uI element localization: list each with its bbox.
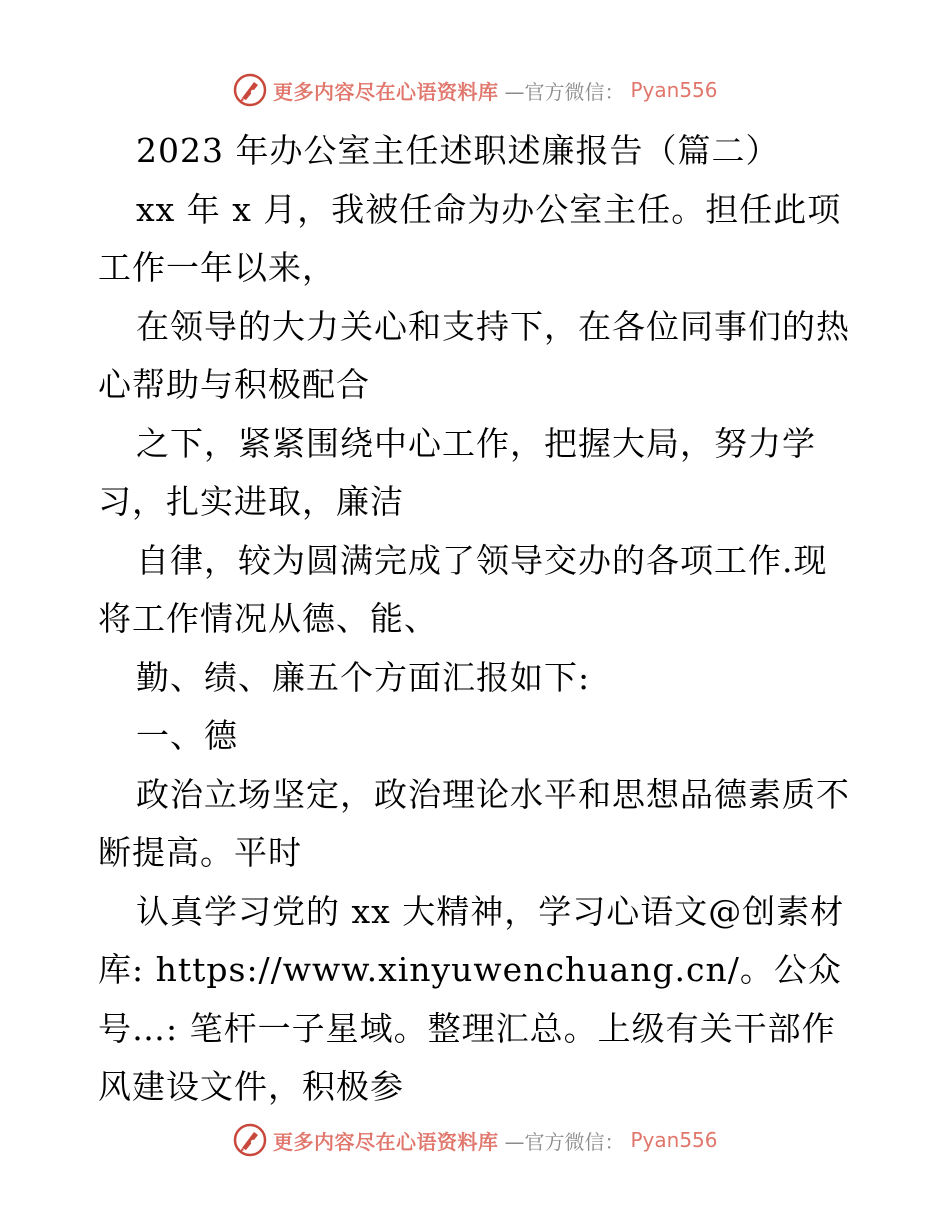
watermark-header bbox=[233, 72, 718, 108]
paragraph-line: 心帮助与积极配合 bbox=[98, 365, 370, 404]
watermark-main-text: 更多内容尽在心语资料库 bbox=[273, 1129, 499, 1154]
paragraph-line: 将工作情况从德、能、 bbox=[98, 599, 438, 638]
document-body bbox=[98, 122, 858, 1117]
paragraph-line: 风建设文件，积极参 bbox=[98, 1067, 404, 1106]
watermark-wechat-id: Pyan556 bbox=[630, 78, 718, 102]
watermark-main-text: 更多内容尽在心语资料库 bbox=[273, 79, 499, 104]
paragraph-line: xx 年 x 月，我被任命为办公室主任。担任此项 bbox=[136, 189, 842, 229]
pen-logo-icon bbox=[233, 1123, 267, 1157]
paragraph-line: 号…: 笔杆一子星域。整理汇总。上级有关干部作 bbox=[98, 1008, 836, 1048]
paragraph-line: 之下，紧紧围绕中心工作，把握大局，努力学 bbox=[136, 423, 816, 463]
watermark-separator-text: —官方微信： bbox=[504, 1129, 625, 1154]
paragraph-line: 库: https://www.xinyuwenchuang.cn/。公众 bbox=[98, 950, 842, 989]
paragraph-line: 自律，较为圆满完成了领导交办的各项工作.现 bbox=[136, 540, 828, 580]
paragraph-line: 政治立场坚定，政治理论水平和思想品德素质不 bbox=[136, 774, 850, 814]
watermark-separator-text: —官方微信： bbox=[504, 79, 625, 104]
paragraph-line: 认真学习党的 xx 大精神，学习心语文@创素材 bbox=[136, 891, 845, 931]
watermark-footer bbox=[233, 1122, 718, 1158]
watermark-wechat-id: Pyan556 bbox=[630, 1128, 718, 1152]
paragraph-line: 习，扎实进取，廉洁 bbox=[98, 482, 404, 521]
pen-logo-icon bbox=[233, 73, 267, 107]
paragraph-line: 断提高。平时 bbox=[98, 833, 302, 872]
section-heading: 一、德 bbox=[136, 716, 238, 755]
document-title: 2023 年办公室主任述职述廉报告（篇二） bbox=[136, 131, 780, 170]
paragraph-line: 勤、绩、廉五个方面汇报如下: bbox=[136, 657, 591, 697]
paragraph-line: 在领导的大力关心和支持下，在各位同事们的热 bbox=[136, 306, 850, 346]
paragraph-line: 工作一年以来， bbox=[98, 248, 336, 287]
